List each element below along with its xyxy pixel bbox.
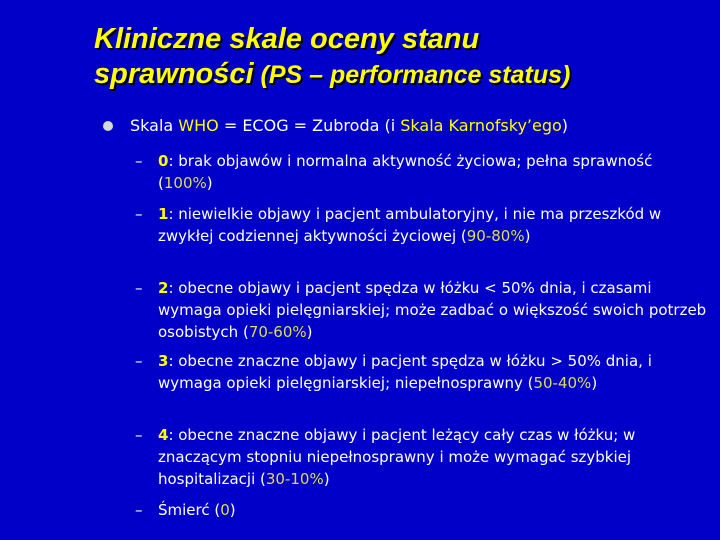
dash-marker: – xyxy=(135,279,143,297)
slide-title xyxy=(94,22,714,93)
title-subtitle: (PS – performance status) xyxy=(253,61,571,89)
scale-percent: 0 xyxy=(220,501,230,519)
scale-item-death xyxy=(135,499,710,521)
scale-item-text xyxy=(158,350,710,394)
scale-end: ) xyxy=(206,174,213,192)
dash-marker: – xyxy=(135,501,143,519)
scale-description: : obecne objawy i pacjent spędza w łóżku < 50% dnia, i czasami wymaga opieki pielęgniarskiej; może zadbać o większość swoich potrzeb osobistych ( xyxy=(158,279,707,341)
scale-item-text xyxy=(158,424,710,490)
scale-item-4 xyxy=(135,424,710,490)
scale-description: : obecne znaczne objawy i pacjent leżący cały czas w łóżku; w znaczącym stopniu niepełnosprawny i może wymagać szybkiej hospitalizacji ( xyxy=(158,426,636,488)
scale-item-3 xyxy=(135,350,710,394)
scale-end: ) xyxy=(323,470,330,488)
dash-marker: – xyxy=(135,152,143,170)
scale-description: Śmierć ( xyxy=(158,501,221,519)
scale-percent: 30-10% xyxy=(265,470,324,488)
scale-description: : obecne znaczne objawy i pacjent spędza w łóżku > 50% dnia, i wymaga opieki pielęgniarskiej; niepełnosprawny ( xyxy=(158,352,652,392)
scale-description: : niewielkie objawy i pacjent ambulatoryjny, i nie ma przeszkód w zwykłej codziennej aktywności życiowej ( xyxy=(158,205,662,245)
scale-item-2 xyxy=(135,277,710,343)
scale-item-text xyxy=(158,499,710,521)
scale-number: 1 xyxy=(158,205,169,223)
scale-number: 0 xyxy=(158,152,169,170)
scale-end: ) xyxy=(524,227,531,245)
title-main: sprawności xyxy=(94,58,254,90)
bullet-middle: = ECOG = Zubroda (i xyxy=(218,116,401,135)
scale-number: 4 xyxy=(158,426,169,444)
scale-number: 2 xyxy=(158,279,169,297)
scale-percent: 50-40% xyxy=(533,374,592,392)
dash-marker: – xyxy=(135,352,143,370)
bullet-suffix: ) xyxy=(561,116,569,135)
scale-number: 3 xyxy=(158,352,169,370)
dash-marker: – xyxy=(135,426,143,444)
scale-end: ) xyxy=(229,501,236,519)
scale-item-text xyxy=(158,203,710,247)
main-bullet-text xyxy=(130,116,568,136)
dash-marker: – xyxy=(135,205,143,223)
scale-item-text xyxy=(158,277,710,343)
scale-percent: 90-80% xyxy=(466,227,525,245)
title-line-2 xyxy=(94,57,714,93)
scale-end: ) xyxy=(591,374,598,392)
scale-description: : brak objawów i normalna aktywność życiowa; pełna sprawność ( xyxy=(158,152,653,192)
scale-item-0 xyxy=(135,150,710,194)
bullet-dot-icon xyxy=(103,121,113,131)
scale-end: ) xyxy=(306,323,313,341)
scale-item-1 xyxy=(135,203,710,247)
title-line-1: Kliniczne skale oceny stanu xyxy=(94,23,480,55)
karnofsky-label: Skala Karnofsky’ego xyxy=(400,116,562,135)
who-label: WHO xyxy=(178,116,219,135)
scale-item-text xyxy=(158,150,710,194)
bullet-prefix: Skala xyxy=(130,116,179,135)
scale-percent: 100% xyxy=(163,174,207,192)
scale-percent: 70-60% xyxy=(248,323,307,341)
